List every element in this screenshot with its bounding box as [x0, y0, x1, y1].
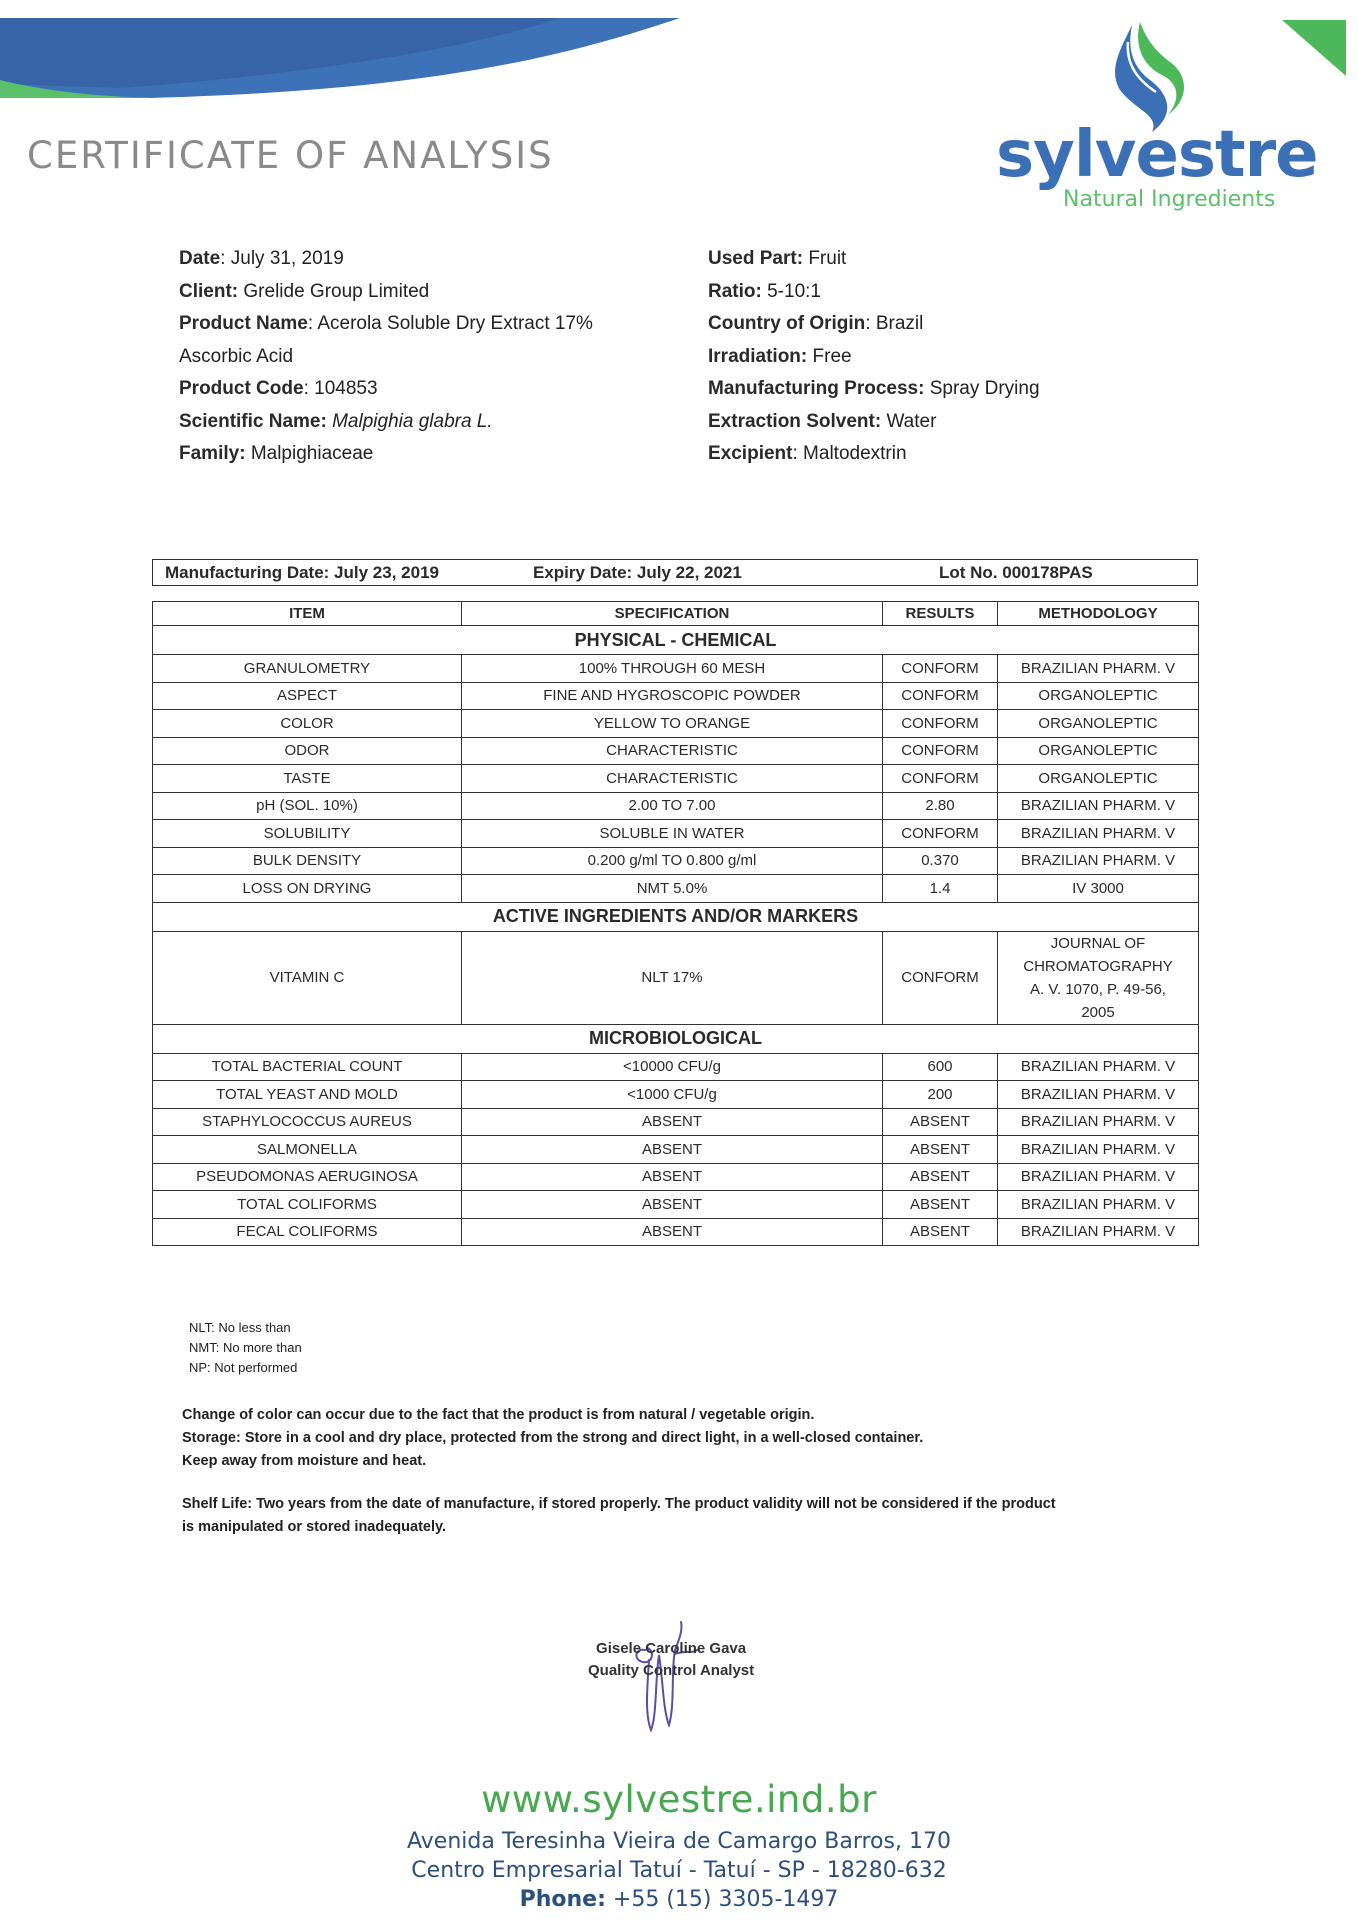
note-color-change: Change of color can occur due to the fact that the product is from natural / vegetable origin. — [182, 1407, 815, 1423]
address-line-1: Avenida Teresinha Vieira de Camargo Barros, 170 — [407, 1829, 951, 1854]
cell-spec: SOLUBLE IN WATER — [462, 820, 883, 848]
info-client: Client: Grelide Group Limited — [179, 280, 430, 302]
address-line-2: Centro Empresarial Tatuí - Tatuí - SP - 18280-632 — [411, 1858, 947, 1883]
section-active-ingredients: ACTIVE INGREDIENTS AND/OR MARKERS — [153, 902, 1199, 931]
cell-method — [998, 931, 1199, 1024]
method-line: A. V. 1070, P. 49-56, — [1030, 980, 1166, 998]
info-used-part: Used Part: Fruit — [708, 248, 847, 269]
info-ratio: Ratio: 5-10:1 — [708, 280, 821, 302]
column-header-methodology: METHODOLOGY — [998, 602, 1199, 626]
cell-result: CONFORM — [883, 682, 998, 710]
cell-item: SALMONELLA — [153, 1136, 462, 1164]
cell-result: 1.4 — [883, 875, 998, 903]
cell-method: ORGANOLEPTIC — [998, 710, 1199, 738]
analysis-table — [152, 601, 1199, 1246]
table-row — [153, 655, 1199, 683]
abbreviations-legend — [189, 1318, 302, 1378]
method-line: JOURNAL OF — [1050, 934, 1146, 952]
table-row — [153, 1081, 1199, 1109]
table-row — [153, 1136, 1199, 1164]
brand-name: sylvestre — [996, 118, 1318, 192]
header-banner-swoosh — [0, 18, 680, 102]
corner-triangle-decoration — [1282, 20, 1346, 76]
product-info-left — [179, 243, 699, 471]
cell-item: VITAMIN C — [153, 931, 462, 1024]
cell-method: BRAZILIAN PHARM. V — [998, 792, 1199, 820]
cell-method: BRAZILIAN PHARM. V — [998, 1191, 1199, 1219]
lot-number: Lot No. 000178PAS — [939, 563, 1093, 582]
cell-spec: CHARACTERISTIC — [462, 765, 883, 793]
table-row — [153, 1163, 1199, 1191]
cell-method: BRAZILIAN PHARM. V — [998, 820, 1199, 848]
product-info-right — [708, 243, 1188, 471]
method-line: CHROMATOGRAPHY — [1023, 957, 1173, 975]
table-row — [153, 682, 1199, 710]
cell-item: ODOR — [153, 737, 462, 765]
cell-method: ORGANOLEPTIC — [998, 765, 1199, 793]
cell-spec: 100% THROUGH 60 MESH — [462, 655, 883, 683]
cell-spec: ABSENT — [462, 1218, 883, 1246]
signatory — [588, 1638, 754, 1682]
phone-label: Phone: — [519, 1887, 606, 1912]
cell-result: CONFORM — [883, 931, 998, 1024]
cell-item: PSEUDOMONAS AERUGINOSA — [153, 1163, 462, 1191]
method-line: 2005 — [1081, 1003, 1115, 1021]
cell-spec: ABSENT — [462, 1136, 883, 1164]
manufacturing-date: Manufacturing Date: July 23, 2019 — [165, 563, 439, 582]
info-scientific-name: Scientific Name: Malpighia glabra L. — [179, 410, 493, 432]
cell-result: CONFORM — [883, 820, 998, 848]
cell-item: LOSS ON DRYING — [153, 875, 462, 903]
cell-result: 2.80 — [883, 792, 998, 820]
column-header-results: RESULTS — [883, 602, 998, 626]
phone-line — [0, 1885, 1358, 1914]
table-row — [153, 931, 1199, 1024]
cell-method: ORGANOLEPTIC — [998, 737, 1199, 765]
cell-item: TOTAL YEAST AND MOLD — [153, 1081, 462, 1109]
footer — [0, 1778, 1358, 1914]
table-row — [153, 1053, 1199, 1081]
cell-item: BULK DENSITY — [153, 847, 462, 875]
cell-method: ORGANOLEPTIC — [998, 682, 1199, 710]
cell-item: STAPHYLOCOCCUS AUREUS — [153, 1108, 462, 1136]
cell-item: TASTE — [153, 765, 462, 793]
brand-tagline: Natural Ingredients — [1063, 187, 1276, 212]
table-row — [153, 847, 1199, 875]
info-manufacturing-process: Manufacturing Process: Spray Drying — [708, 378, 1040, 399]
info-irradiation: Irradiation: Free — [708, 345, 852, 367]
table-row — [153, 765, 1199, 793]
info-date: Date: July 31, 2019 — [179, 248, 344, 269]
cell-result: ABSENT — [883, 1191, 998, 1219]
cell-spec: CHARACTERISTIC — [462, 737, 883, 765]
info-product-name: Product Name: Acerola Soluble Dry Extract 17% — [179, 313, 593, 334]
section-physical-chemical: PHYSICAL - CHEMICAL — [153, 626, 1199, 655]
table-row — [153, 820, 1199, 848]
cell-item: pH (SOL. 10%) — [153, 792, 462, 820]
cell-result: CONFORM — [883, 710, 998, 738]
table-row — [153, 1108, 1199, 1136]
cell-method: BRAZILIAN PHARM. V — [998, 1218, 1199, 1246]
notes-block — [182, 1404, 1192, 1539]
website-link[interactable]: www.sylvestre.ind.br — [481, 1778, 877, 1821]
abbrev-nmt: NMT: No more than — [189, 1340, 302, 1355]
signer-name: Gisele Caroline Gava — [596, 1640, 747, 1657]
cell-method: IV 3000 — [998, 875, 1199, 903]
cell-spec: NLT 17% — [462, 931, 883, 1024]
note-keep-away: Keep away from moisture and heat. — [182, 1453, 427, 1469]
note-storage: Storage: Store in a cool and dry place, protected from the strong and direct light, in a well-closed container. — [182, 1430, 924, 1446]
info-product-name-cont: Ascorbic Acid — [179, 345, 294, 367]
info-excipient: Excipient: Maltodextrin — [708, 443, 907, 464]
column-header-specification: SPECIFICATION — [462, 602, 883, 626]
section-microbiological: MICROBIOLOGICAL — [153, 1024, 1199, 1053]
column-header-item: ITEM — [153, 602, 462, 626]
info-family: Family: Malpighiaceae — [179, 443, 374, 464]
cell-result: ABSENT — [883, 1163, 998, 1191]
abbrev-np: NP: Not performed — [189, 1360, 298, 1375]
abbrev-nlt: NLT: No less than — [189, 1320, 291, 1335]
table-header-row — [153, 602, 1199, 626]
table-row — [153, 1218, 1199, 1246]
cell-result: 200 — [883, 1081, 998, 1109]
cell-result: ABSENT — [883, 1136, 998, 1164]
cell-result: CONFORM — [883, 655, 998, 683]
expiry-date: Expiry Date: July 22, 2021 — [533, 563, 742, 582]
cell-spec: ABSENT — [462, 1163, 883, 1191]
phone-number: +55 (15) 3305-1497 — [612, 1887, 839, 1912]
table-row — [153, 792, 1199, 820]
cell-result: CONFORM — [883, 765, 998, 793]
cell-spec: <1000 CFU/g — [462, 1081, 883, 1109]
batch-meta-bar — [152, 559, 1198, 586]
cell-spec: YELLOW TO ORANGE — [462, 710, 883, 738]
cell-spec: NMT 5.0% — [462, 875, 883, 903]
cell-item: SOLUBILITY — [153, 820, 462, 848]
cell-spec: 2.00 TO 7.00 — [462, 792, 883, 820]
table-row — [153, 875, 1199, 903]
cell-result: 0.370 — [883, 847, 998, 875]
cell-item: ASPECT — [153, 682, 462, 710]
table-row — [153, 710, 1199, 738]
cell-method: BRAZILIAN PHARM. V — [998, 1163, 1199, 1191]
cell-result: ABSENT — [883, 1108, 998, 1136]
cell-result: 600 — [883, 1053, 998, 1081]
cell-item: TOTAL COLIFORMS — [153, 1191, 462, 1219]
cell-spec: 0.200 g/ml TO 0.800 g/ml — [462, 847, 883, 875]
cell-item: TOTAL BACTERIAL COUNT — [153, 1053, 462, 1081]
cell-result: ABSENT — [883, 1218, 998, 1246]
cell-spec: ABSENT — [462, 1191, 883, 1219]
cell-method: BRAZILIAN PHARM. V — [998, 1108, 1199, 1136]
table-row — [153, 737, 1199, 765]
info-product-code: Product Code: 104853 — [179, 378, 378, 399]
cell-item: GRANULOMETRY — [153, 655, 462, 683]
cell-spec: FINE AND HYGROSCOPIC POWDER — [462, 682, 883, 710]
cell-method: BRAZILIAN PHARM. V — [998, 1136, 1199, 1164]
cell-method: BRAZILIAN PHARM. V — [998, 1053, 1199, 1081]
document-title: CERTIFICATE OF ANALYSIS — [27, 134, 554, 177]
cell-method: BRAZILIAN PHARM. V — [998, 655, 1199, 683]
note-shelf-life: Shelf Life: Two years from the date of manufacture, if stored properly. The product validity will not be considered if the product — [182, 1496, 1056, 1512]
cell-item: FECAL COLIFORMS — [153, 1218, 462, 1246]
cell-spec: <10000 CFU/g — [462, 1053, 883, 1081]
signer-role: Quality Control Analyst — [588, 1662, 755, 1679]
info-extraction-solvent: Extraction Solvent: Water — [708, 410, 937, 432]
table-row — [153, 1191, 1199, 1219]
cell-result: CONFORM — [883, 737, 998, 765]
cell-spec: ABSENT — [462, 1108, 883, 1136]
cell-method: BRAZILIAN PHARM. V — [998, 847, 1199, 875]
info-country-of-origin: Country of Origin: Brazil — [708, 313, 924, 334]
cell-item: COLOR — [153, 710, 462, 738]
cell-method: BRAZILIAN PHARM. V — [998, 1081, 1199, 1109]
note-shelf-life-cont: is manipulated or stored inadequately. — [182, 1519, 447, 1535]
